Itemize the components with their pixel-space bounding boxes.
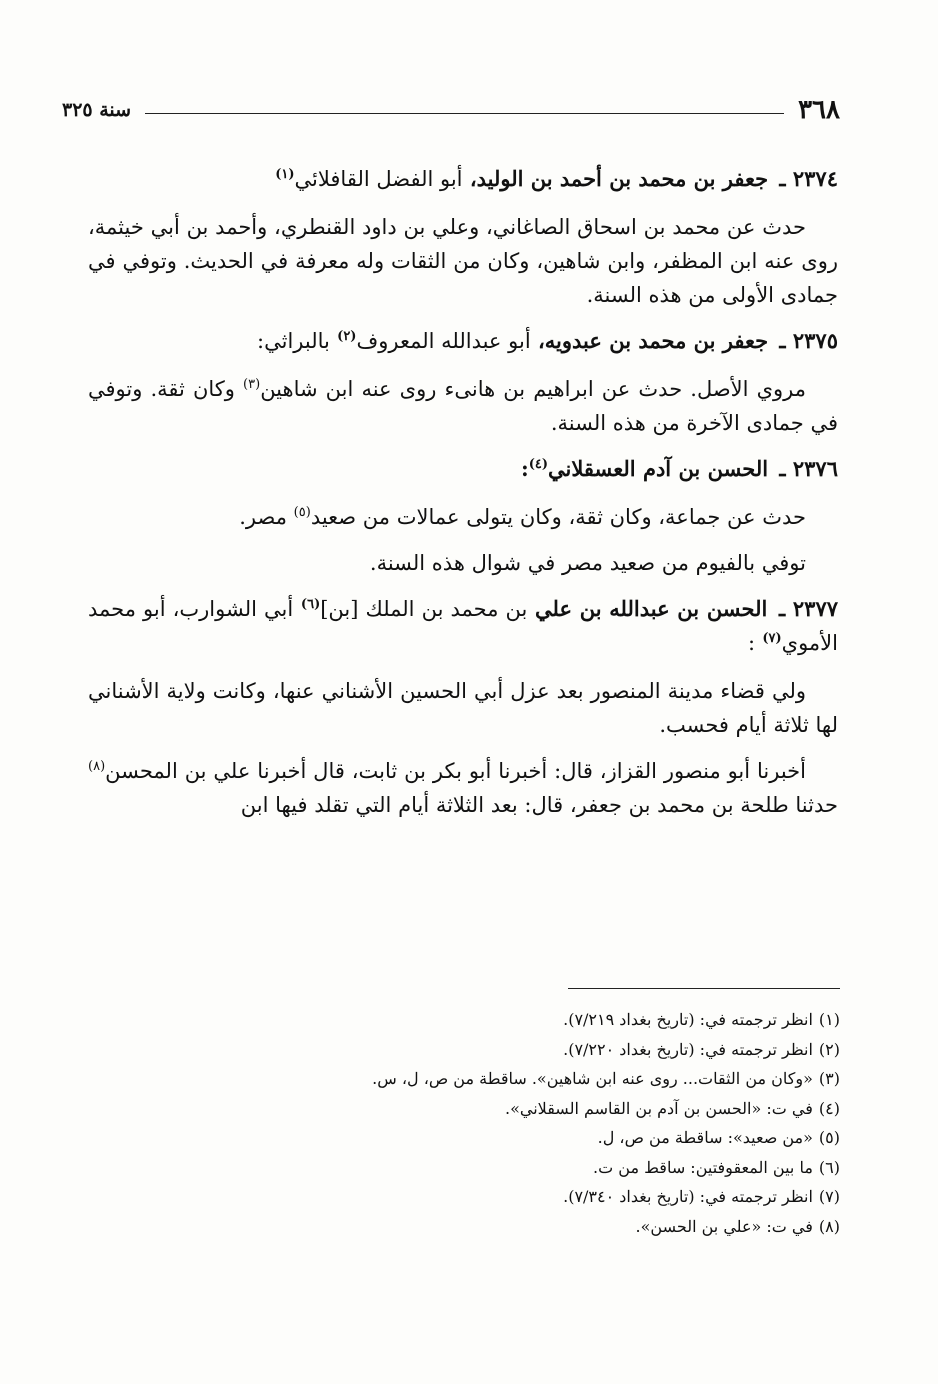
entry-body-text: وكان ثقة. وتوفي في جمادى الآخرة من هذه السنة. xyxy=(88,377,838,436)
entry-name: الحسن بن آدم العسقلاني xyxy=(548,456,769,482)
footnote-number: (٧) xyxy=(818,1187,840,1207)
footnote-text: انظر ترجمته في: (تاريخ بغداد ٧/٢٢٠). xyxy=(563,1039,813,1059)
entry-body-text: أخبرنا أبو منصور القزاز، قال: أخبرنا أبو بكر بن ثابت، قال أخبرنا علي بن المحسن xyxy=(105,759,806,784)
entry-name: جعفر بن محمد بن عبدويه، xyxy=(537,328,769,354)
footnote-ref[interactable]: (٣) xyxy=(243,377,261,393)
footnote xyxy=(200,1095,840,1123)
entry-body xyxy=(88,372,838,440)
footnote-ref[interactable]: (٧) xyxy=(762,631,782,647)
footnotes xyxy=(200,1006,840,1242)
running-head xyxy=(62,92,840,128)
entry-number: ٢٣٧٤ ـ xyxy=(779,166,838,191)
running-title-year: سنة ٣٢٥ xyxy=(62,99,132,121)
entry-body-text: حدثنا طلحة بن محمد بن جعفر، قال: بعد الثلاثة أيام التي تقلد فيها ابن xyxy=(240,793,838,818)
footnote-text: «وكان من الثقات... روى عنه ابن شاهين». ساقطة من ص، ل، س. xyxy=(372,1069,813,1089)
footnote-ref[interactable]: (١) xyxy=(275,167,295,182)
footnote xyxy=(200,1006,840,1034)
footnote-ref[interactable]: (٨) xyxy=(88,759,106,775)
entry-body: حدث عن محمد بن اسحاق الصاغاني، وعلي بن داود القنطري، وأحمد بن أبي خيثمة، روى عنه ابن المظفر، وابن شاهين، وكان من الثقات وله معرفة في الحديث. وتوفي في جمادى الأولى من هذه السنة. xyxy=(88,215,838,308)
entry-number: ٢٣٧٧ ـ xyxy=(779,596,839,622)
footnote xyxy=(200,1065,840,1093)
entry-body-text: مروي الأصل. حدث عن ابراهيم بن هانىء روى عنه ابن شاهين xyxy=(260,377,806,402)
footnote xyxy=(200,1213,840,1241)
footnote-ref[interactable]: (٤) xyxy=(528,457,549,473)
header-rule xyxy=(145,113,784,114)
footnote-rule xyxy=(568,988,840,989)
footnote-text: في ت: «الحسن بن آدم بن القاسم السقلاني». xyxy=(504,1098,813,1118)
entry-body-text: مصر. xyxy=(239,505,287,530)
entry-nisba: بالبراثي: xyxy=(257,329,330,354)
footnote xyxy=(200,1124,840,1152)
entry-heading-2376 xyxy=(88,452,838,486)
footnote-number: (٤) xyxy=(818,1098,840,1118)
entry-name: جعفر بن محمد بن أحمد بن الوليد، xyxy=(469,166,769,191)
footnote-text: في ت: «علي بن الحسن». xyxy=(635,1216,813,1236)
entry-body xyxy=(88,754,838,822)
entry-kunya: أبو عبدالله المعروف xyxy=(356,329,531,354)
entry-kunya: أبي الشوارب، أبو محمد الأموي xyxy=(88,597,838,656)
page-number: ٣٦٨ xyxy=(798,95,840,125)
footnote-ref[interactable]: (٥) xyxy=(293,505,311,521)
entry-heading-2377 xyxy=(88,592,838,660)
footnote-number: (٣) xyxy=(818,1069,840,1089)
heading-colon: : xyxy=(520,456,529,482)
footnote xyxy=(200,1183,840,1211)
entry-body xyxy=(88,500,838,534)
entry-number: ٢٣٧٦ ـ xyxy=(779,456,838,482)
entry-heading-2375 xyxy=(88,324,838,358)
entry-kunya: أبو الفضل القافلائي xyxy=(294,167,463,191)
entry-heading-2374 xyxy=(88,162,838,196)
footnote xyxy=(200,1036,840,1064)
footnote-number: (١) xyxy=(818,1010,840,1029)
footnote-ref[interactable]: (٢) xyxy=(337,329,357,345)
footnote-text: ما بين المعقوفتين: ساقط من ت. xyxy=(593,1157,813,1177)
entry-lineage: بن محمد بن الملك [بن] xyxy=(320,597,528,622)
entry-body: ولي قضاء مدينة المنصور بعد عزل أبي الحسين الأشناني عنها، وكانت ولاية الأشناني لها ثلاثة أيام فحسب. xyxy=(88,679,838,738)
footnote-text: «من صعيد»: ساقطة من ص، ل. xyxy=(597,1128,813,1148)
heading-colon: : xyxy=(747,631,756,656)
main-text xyxy=(88,162,838,834)
footnote-number: (٨) xyxy=(818,1216,840,1236)
footnote-text: انظر ترجمته في: (تاريخ بغداد ٧/٣٤٠). xyxy=(563,1187,813,1207)
footnote-number: (٢) xyxy=(818,1039,840,1059)
footnote-text: انظر ترجمته في: (تاريخ بغداد ٧/٢١٩). xyxy=(563,1010,813,1029)
entry-body: توفي بالفيوم من صعيد مصر في شوال هذه السنة. xyxy=(369,551,806,576)
footnote xyxy=(200,1154,840,1182)
footnote-number: (٥) xyxy=(818,1128,840,1148)
entry-body-text: حدث عن جماعة، وكان ثقة، وكان يتولى عمالات من صعيد xyxy=(310,505,806,530)
entry-name: الحسن بن عبدالله بن علي xyxy=(535,596,768,622)
footnote-ref[interactable]: (٦) xyxy=(300,597,321,613)
entry-number: ٢٣٧٥ ـ xyxy=(779,328,838,354)
footnote-number: (٦) xyxy=(818,1157,840,1177)
